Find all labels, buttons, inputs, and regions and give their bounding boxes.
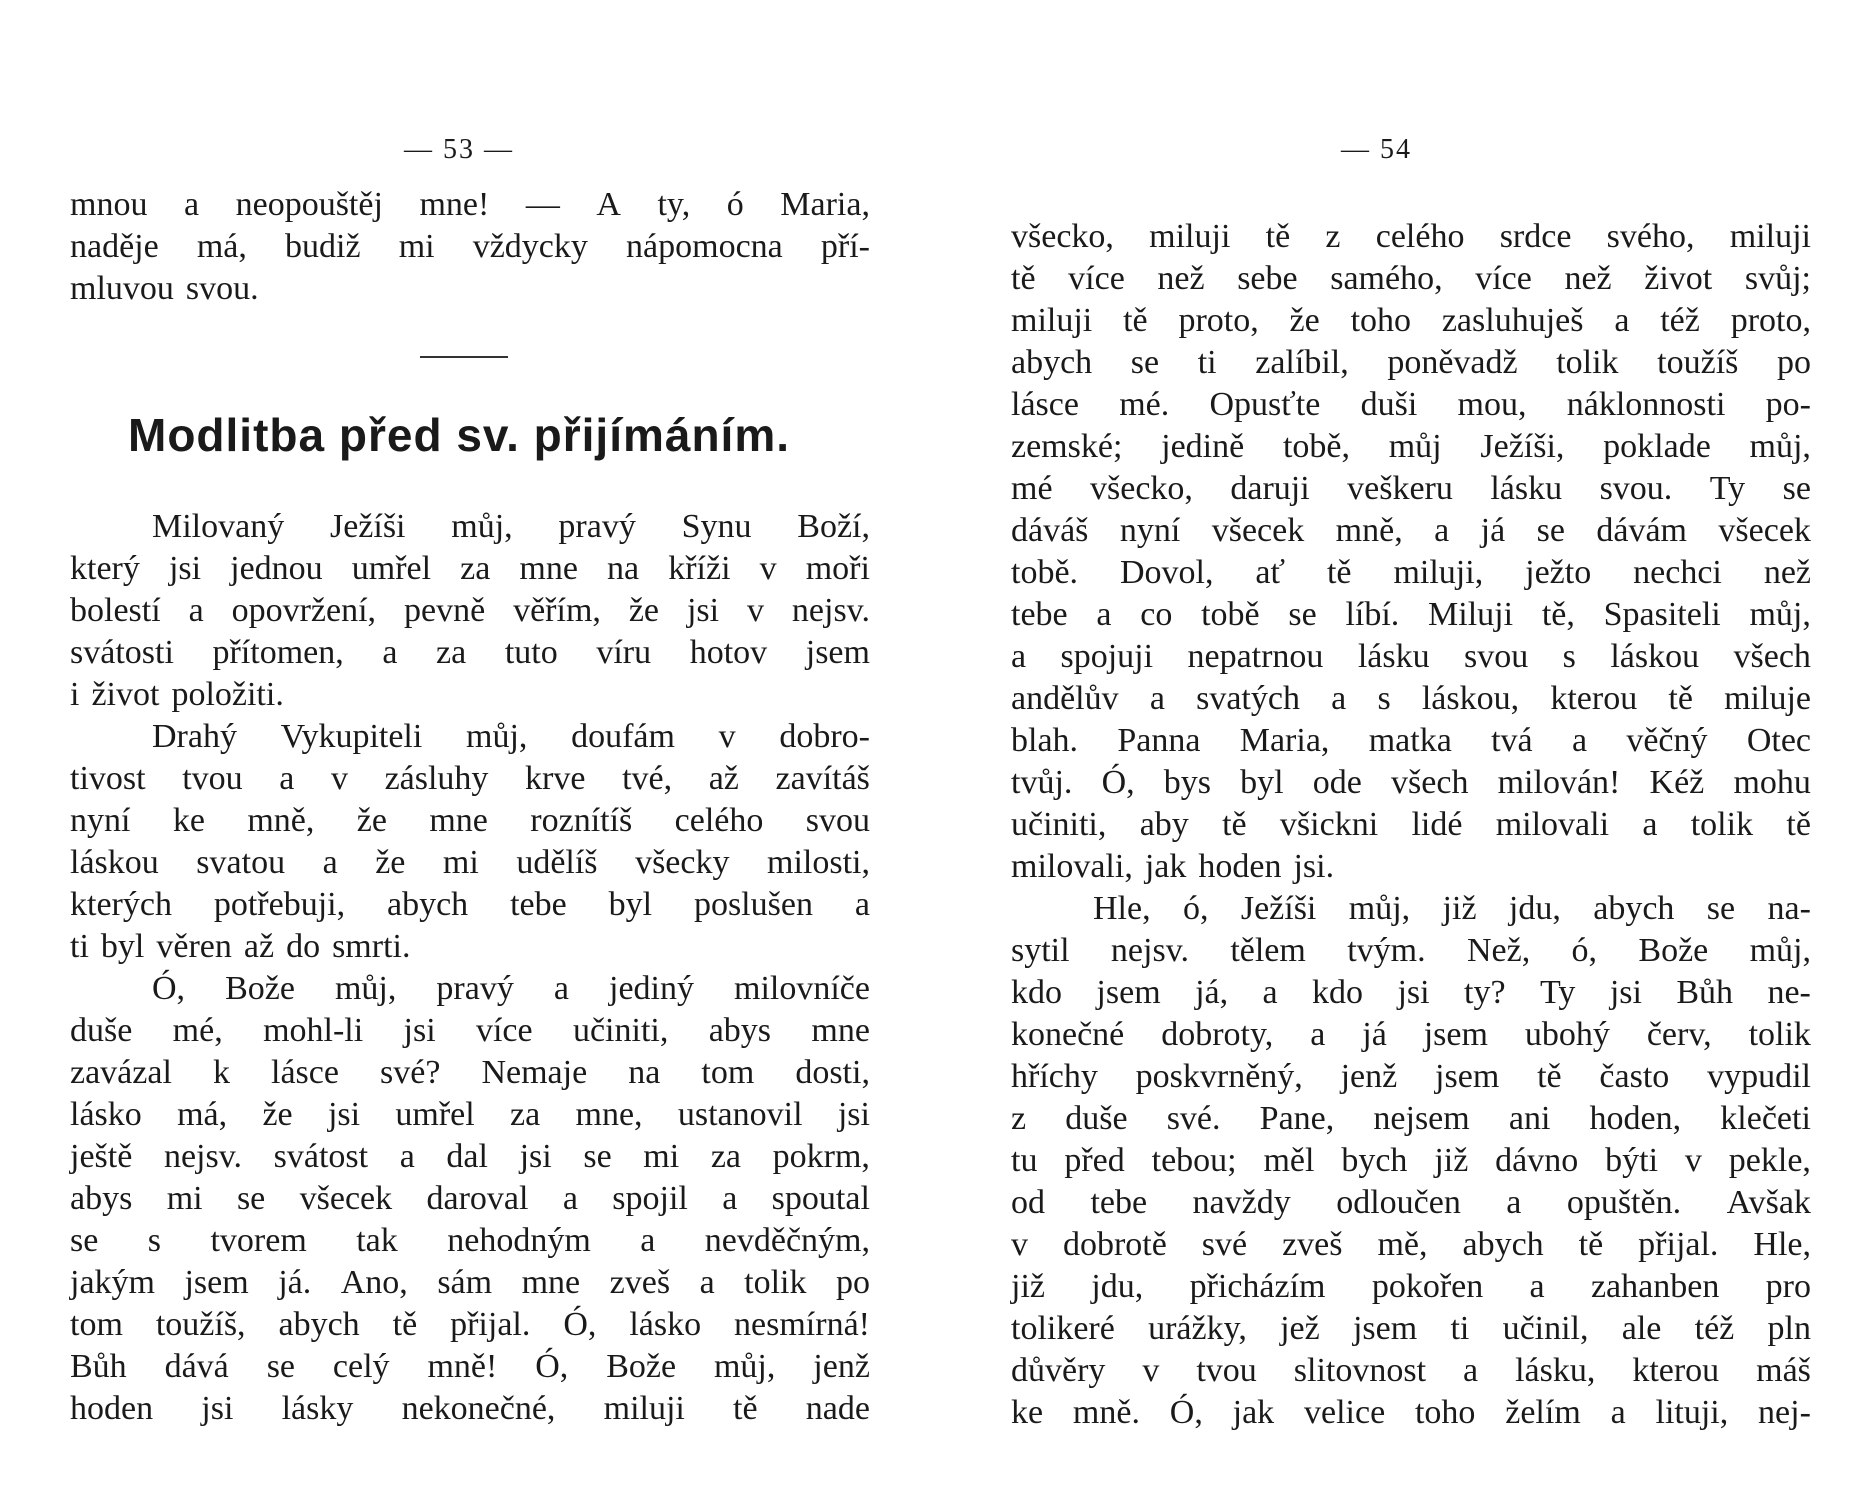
text-line: ti byl věren až do smrti. [70, 928, 411, 965]
text-line: Milovaný Ježíši můj, pravý Synu Boží, [152, 508, 870, 545]
text-line: důvěry v tvou slitovnost a lásku, kterou máš [1011, 1352, 1811, 1389]
text-line: všecko, miluji tě z celého srdce svého, miluji [1011, 218, 1811, 255]
text-line: kterých potřebuji, abych tebe byl poslušen a [70, 886, 870, 923]
text-line: tivost tvou a v zásluhy krve tvé, až zavítáš [70, 760, 870, 797]
page-number-left: — 53 — [404, 134, 514, 165]
text-line: v dobrotě své zveš mě, abych tě přijal. Hle, [1011, 1226, 1811, 1263]
text-line: ke mně. Ó, jak velice toho želím a lituji, nej- [1011, 1394, 1811, 1431]
text-line: zemské; jedině tobě, můj Ježíši, poklade můj, [1011, 428, 1811, 465]
text-line: naděje má, budiž mi vždycky nápomocna pří- [70, 228, 870, 265]
text-line: Drahý Vykupiteli můj, doufám v dobro- [152, 718, 870, 755]
prayer-body-right [1011, 216, 1811, 1434]
text-line: mluvou svou. [70, 270, 259, 307]
text-line: tobě. Dovol, ať tě miluji, ježto nechci než [1011, 554, 1811, 591]
text-line: tom toužíš, abych tě přijal. Ó, lásko nesmírná! [70, 1306, 870, 1343]
section-divider [420, 356, 508, 358]
text-line: duše mé, mohl-li jsi více učiniti, abys mne [70, 1012, 870, 1049]
text-line: kdo jsem já, a kdo jsi ty? Ty jsi Bůh ne- [1011, 974, 1811, 1011]
text-line: konečné dobroty, a já jsem ubohý červ, tolik [1011, 1016, 1811, 1053]
text-line: i život položiti. [70, 676, 284, 713]
text-line: se s tvorem tak nehodným a nevděčným, [70, 1222, 870, 1259]
prayer-body-left [70, 506, 870, 1430]
text-line: tě více než sebe samého, více než život svůj; [1011, 260, 1811, 297]
text-line: Ó, Bože můj, pravý a jediný milovníče [152, 970, 870, 1007]
text-line: tvůj. Ó, bys byl ode všech milován! Kéž mohu [1011, 764, 1811, 801]
text-line: miluji tě proto, že toho zasluhuješ a též proto, [1011, 302, 1811, 339]
text-line: milovali, jak hoden jsi. [1011, 848, 1335, 885]
text-line: abych se ti zalíbil, poněvadž tolik toužíš po [1011, 344, 1811, 381]
text-line: tolikeré urážky, jež jsem ti učinil, ale též pln [1011, 1310, 1811, 1347]
text-line: blah. Panna Maria, matka tvá a věčný Otec [1011, 722, 1811, 759]
text-line: učiniti, aby tě všickni lidé milovali a tolik tě [1011, 806, 1811, 843]
text-line: a spojuji nepatrnou lásku svou s láskou všech [1011, 638, 1811, 675]
text-line: dáváš nyní všecek mně, a já se dávám všecek [1011, 512, 1811, 549]
text-line: hoden jsi lásky nekonečné, miluji tě nade [70, 1390, 870, 1427]
section-title: Modlitba před sv. přijímáním. [128, 409, 791, 461]
right-page [931, 0, 1862, 1500]
text-line: sytil nejsv. tělem tvým. Než, ó, Bože můj, [1011, 932, 1811, 969]
text-line: jakým jsem já. Ano, sám mne zveš a tolik po [70, 1264, 870, 1301]
text-line: z duše své. Pane, nejsem ani hoden, klečeti [1011, 1100, 1811, 1137]
text-line: abys mi se všecek daroval a spojil a spoutal [70, 1180, 870, 1217]
text-line: mnou a neopouštěj mne! — A ty, ó Maria, [70, 186, 870, 223]
intro-paragraph [70, 184, 870, 310]
text-line: ještě nejsv. svátost a dal jsi se mi za pokrm, [70, 1138, 870, 1175]
text-line: tu před tebou; měl bych již dávno býti v pekle, [1011, 1142, 1811, 1179]
text-line: nyní ke mně, že mne roznítíš celého svou [70, 802, 870, 839]
text-line: který jsi jednou umřel za mne na kříži v moři [70, 550, 870, 587]
text-line: láskou svatou a že mi udělíš všecky milosti, [70, 844, 870, 881]
text-line: zavázal k lásce své? Nemaje na tom dosti, [70, 1054, 870, 1091]
text-line: Bůh dává se celý mně! Ó, Bože můj, jenž [70, 1348, 870, 1385]
text-line: tebe a co tobě se líbí. Miluji tě, Spasiteli můj, [1011, 596, 1811, 633]
text-line: bolestí a opovržení, pevně věřím, že jsi v nejsv. [70, 592, 870, 629]
text-line: mé všecko, daruji veškeru lásku svou. Ty se [1011, 470, 1811, 507]
text-line: od tebe navždy odloučen a opuštěn. Avšak [1011, 1184, 1811, 1221]
text-line: Hle, ó, Ježíši můj, již jdu, abych se na- [1093, 890, 1811, 927]
text-line: andělův a svatých a s láskou, kterou tě miluje [1011, 680, 1811, 717]
text-line: hříchy poskvrněný, jenž jsem tě často vypudil [1011, 1058, 1811, 1095]
text-line: lásce mé. Opusťte duši mou, náklonnosti po- [1011, 386, 1811, 423]
text-line: lásko má, že jsi umřel za mne, ustanovil jsi [70, 1096, 870, 1133]
page-number-right: — 54 [1341, 134, 1412, 165]
text-line: již jdu, přicházím pokořen a zahanben pro [1011, 1268, 1811, 1305]
text-line: svátosti přítomen, a za tuto víru hotov jsem [70, 634, 870, 671]
